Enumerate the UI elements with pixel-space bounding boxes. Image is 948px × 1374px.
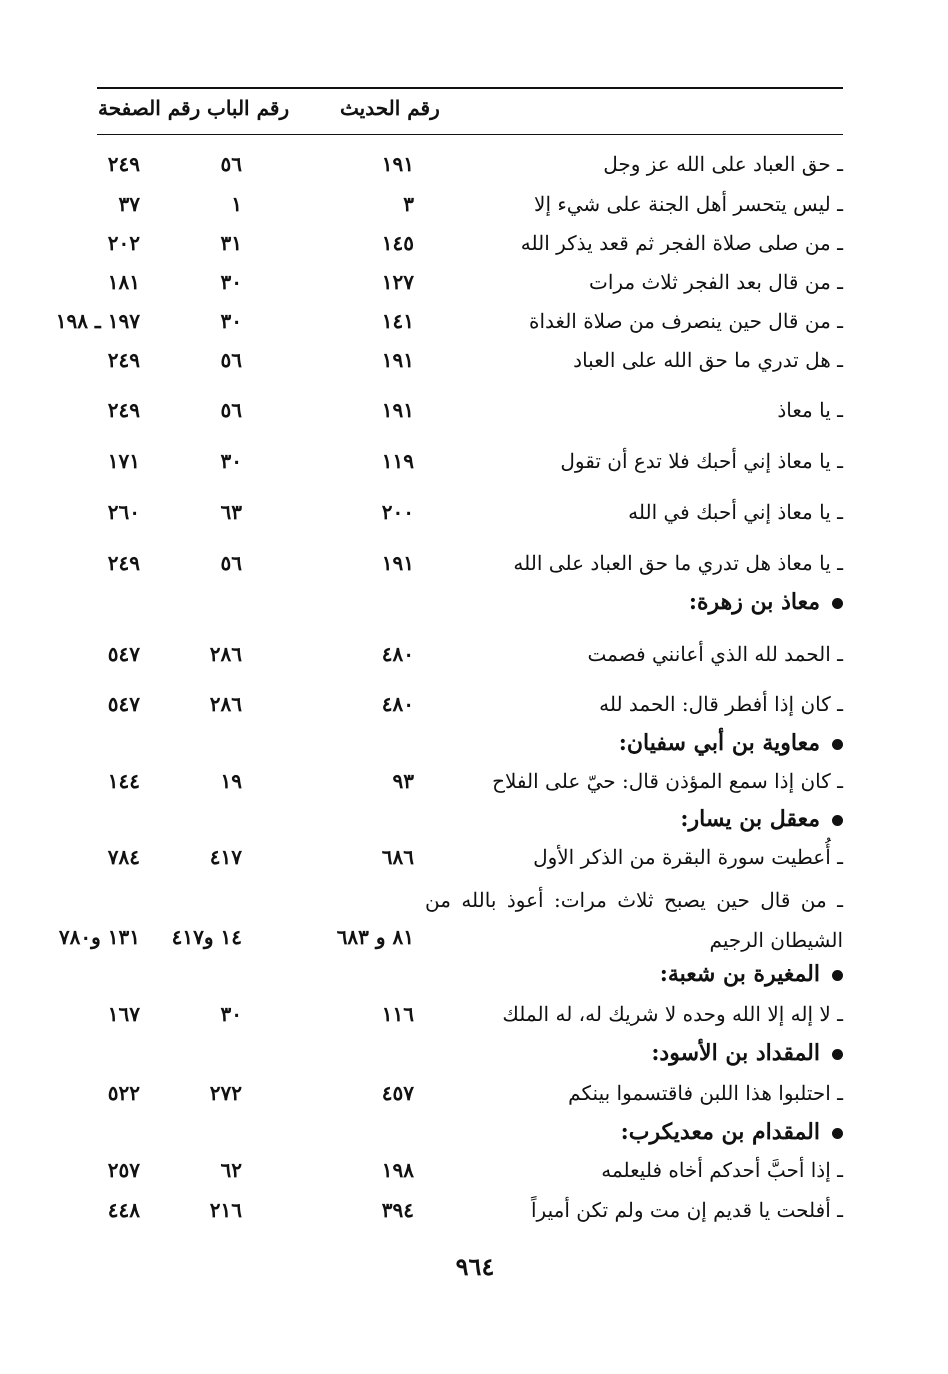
page-number: ٧٨٤ — [107, 845, 140, 869]
page-number: ٢٦٠ — [107, 500, 140, 524]
hadith-number: ١١٦ — [381, 1002, 414, 1026]
bullet-icon — [832, 739, 843, 750]
chapter-number: ٣٠ — [220, 1002, 242, 1026]
chapter-number: ٥٦ — [220, 152, 242, 176]
chapter-number: ٣٠ — [220, 449, 242, 473]
header-rule — [97, 134, 843, 135]
entry-text: ـ من قال بعد الفجر ثلاث مرات — [588, 270, 843, 294]
hadith-number: ١٢٧ — [381, 270, 414, 294]
page-number: ٣٧ — [118, 192, 140, 216]
header-page-number: رقم الصفحة — [98, 96, 201, 120]
index-row — [0, 348, 948, 382]
entry-text: ـ حق العباد على الله عز وجل — [603, 152, 843, 176]
page-number: ١٣١ و٧٨٠ — [58, 925, 140, 949]
hadith-number: ٣ — [403, 192, 414, 216]
page-number: ١٦٧ — [107, 1002, 140, 1026]
chapter-number: ٦٢ — [220, 1158, 242, 1182]
page-number: ٢٥٧ — [107, 1158, 140, 1182]
index-row — [0, 449, 948, 483]
entry-text: ـ إذا أحبَّ أحدكم أخاه فليعلمه — [601, 1158, 843, 1182]
page-number: ٤٤٨ — [107, 1198, 140, 1222]
index-row — [0, 152, 948, 186]
narrator-heading — [0, 961, 948, 995]
hadith-number: ٤٥٧ — [381, 1081, 414, 1105]
index-row — [0, 270, 948, 304]
page-footer-number: ٩٦٤ — [455, 1252, 495, 1281]
hadith-number: ٤٨٠ — [381, 642, 414, 666]
chapter-number: ١ — [231, 192, 242, 216]
chapter-number: ٣١ — [220, 231, 242, 255]
chapter-number: ٥٦ — [220, 551, 242, 575]
narrator-heading — [0, 589, 948, 623]
entry-text: ـ من قال حين ينصرف من صلاة الغداة — [529, 309, 843, 333]
bullet-icon — [832, 598, 843, 609]
chapter-number: ٤١٧ — [209, 845, 242, 869]
index-row — [0, 1158, 948, 1192]
hadith-number: ٦٨٦ — [381, 845, 414, 869]
narrator-heading — [0, 1119, 948, 1153]
index-row — [0, 551, 948, 585]
index-row — [0, 1081, 948, 1115]
chapter-number: ١٩ — [220, 769, 242, 793]
page-number: ١٨١ — [107, 270, 140, 294]
chapter-number: ٣٠ — [220, 270, 242, 294]
chapter-number: ٢٧٢ — [209, 1081, 242, 1105]
narrator-name: معقل بن يسار: — [680, 806, 820, 832]
hadith-number: ١٩١ — [381, 398, 414, 422]
entry-text: ـ يا معاذ إني أحبك فلا تدع أن تقول — [560, 449, 843, 473]
header-hadith-number: رقم الحديث — [340, 96, 440, 120]
index-row — [0, 1002, 948, 1036]
entry-text: ـ ليس يتحسر أهل الجنة على شيء إلا — [534, 192, 843, 216]
index-row — [0, 1198, 948, 1232]
hadith-number: ١٩١ — [381, 152, 414, 176]
bullet-icon — [832, 1128, 843, 1139]
chapter-number: ٢٨٦ — [209, 692, 242, 716]
narrator-heading — [0, 806, 948, 840]
bullet-icon — [832, 815, 843, 826]
bullet-icon — [832, 1049, 843, 1060]
index-row — [0, 692, 948, 726]
entry-text: ـ كان إذا سمع المؤذن قال: حيّ على الفلاح — [492, 769, 843, 793]
narrator-name: معاوية بن أبي سفيان: — [618, 730, 820, 756]
hadith-number: ١٤٥ — [381, 231, 414, 255]
entry-text: ـ من قال حين يصبح ثلاث مرات: أعوذ بالله من الشيطان الرجيم — [425, 888, 843, 952]
entry-text: ـ من صلى صلاة الفجر ثم قعد يذكر الله — [520, 231, 843, 255]
page-number: ٥٤٧ — [107, 692, 140, 716]
page-number: ٢٠٢ — [107, 231, 140, 255]
narrator-name: المقداد بن الأسود: — [651, 1040, 820, 1066]
page-number: ٢٤٩ — [107, 551, 140, 575]
hadith-number: ١٤١ — [381, 309, 414, 333]
entry-text: ـ احتلبوا هذا اللبن فاقتسموا بينكم — [568, 1081, 843, 1105]
page-number: ١٧١ — [107, 449, 140, 473]
page-number: ١٤٤ — [107, 769, 140, 793]
page-number: ٢٤٩ — [107, 398, 140, 422]
page-number: ٢٤٩ — [107, 152, 140, 176]
hadith-number: ٩٣ — [392, 769, 414, 793]
page-number: ٢٤٩ — [107, 348, 140, 372]
index-row — [0, 192, 948, 226]
narrator-heading — [0, 1040, 948, 1074]
index-row — [0, 845, 948, 879]
index-row — [0, 398, 948, 432]
chapter-number: ٢١٦ — [209, 1198, 242, 1222]
entry-text: ـ يا معاذ هل تدري ما حق العباد على الله — [513, 551, 843, 575]
index-row — [0, 880, 948, 960]
chapter-number: ٥٦ — [220, 348, 242, 372]
chapter-number: ١٤ و٤١٧ — [171, 925, 242, 949]
entry-text: ـ أُعطيت سورة البقرة من الذكر الأول — [533, 845, 843, 869]
page-number: ٥٢٢ — [107, 1081, 140, 1105]
index-row — [0, 642, 948, 676]
hadith-number: ٤٨٠ — [381, 692, 414, 716]
narrator-name: المقدام بن معديكرب: — [620, 1119, 820, 1145]
narrator-name: معاذ بن زهرة: — [688, 589, 820, 615]
chapter-number: ٣٠ — [220, 309, 242, 333]
index-row — [0, 769, 948, 803]
index-row — [0, 500, 948, 534]
hadith-number: ١١٩ — [381, 449, 414, 473]
index-row — [0, 309, 948, 343]
entry-text: ـ يا معاذ — [777, 398, 843, 422]
hadith-number: ١٩١ — [381, 348, 414, 372]
page-number: ١٩٧ ـ ١٩٨ — [55, 309, 140, 333]
chapter-number: ٦٣ — [220, 500, 242, 524]
entry-text: ـ يا معاذ إني أحبك في الله — [628, 500, 843, 524]
entry-text: ـ هل تدري ما حق الله على العباد — [573, 348, 843, 372]
hadith-number: ٨١ و ٦٨٣ — [336, 925, 414, 949]
narrator-heading — [0, 730, 948, 764]
chapter-number: ٢٨٦ — [209, 642, 242, 666]
top-rule — [97, 87, 843, 89]
hadith-number: ١٩٨ — [381, 1158, 414, 1182]
entry-text: ـ أفلحت يا قديم إن مت ولم تكن أميراً — [531, 1198, 843, 1222]
header-chapter-number: رقم الباب — [207, 96, 290, 120]
narrator-name: المغيرة بن شعبة: — [659, 961, 820, 987]
hadith-number: ١٩١ — [381, 551, 414, 575]
index-row — [0, 231, 948, 265]
entry-text: ـ كان إذا أفطر قال: الحمد لله — [599, 692, 843, 716]
entry-text: ـ لا إله إلا الله وحده لا شريك له، له الملك — [502, 1002, 843, 1026]
hadith-number: ٣٩٤ — [381, 1198, 414, 1222]
page-number: ٥٤٧ — [107, 642, 140, 666]
bullet-icon — [832, 970, 843, 981]
chapter-number: ٥٦ — [220, 398, 242, 422]
hadith-number: ٢٠٠ — [381, 500, 414, 524]
entry-text: ـ الحمد لله الذي أعانني فصمت — [587, 642, 843, 666]
